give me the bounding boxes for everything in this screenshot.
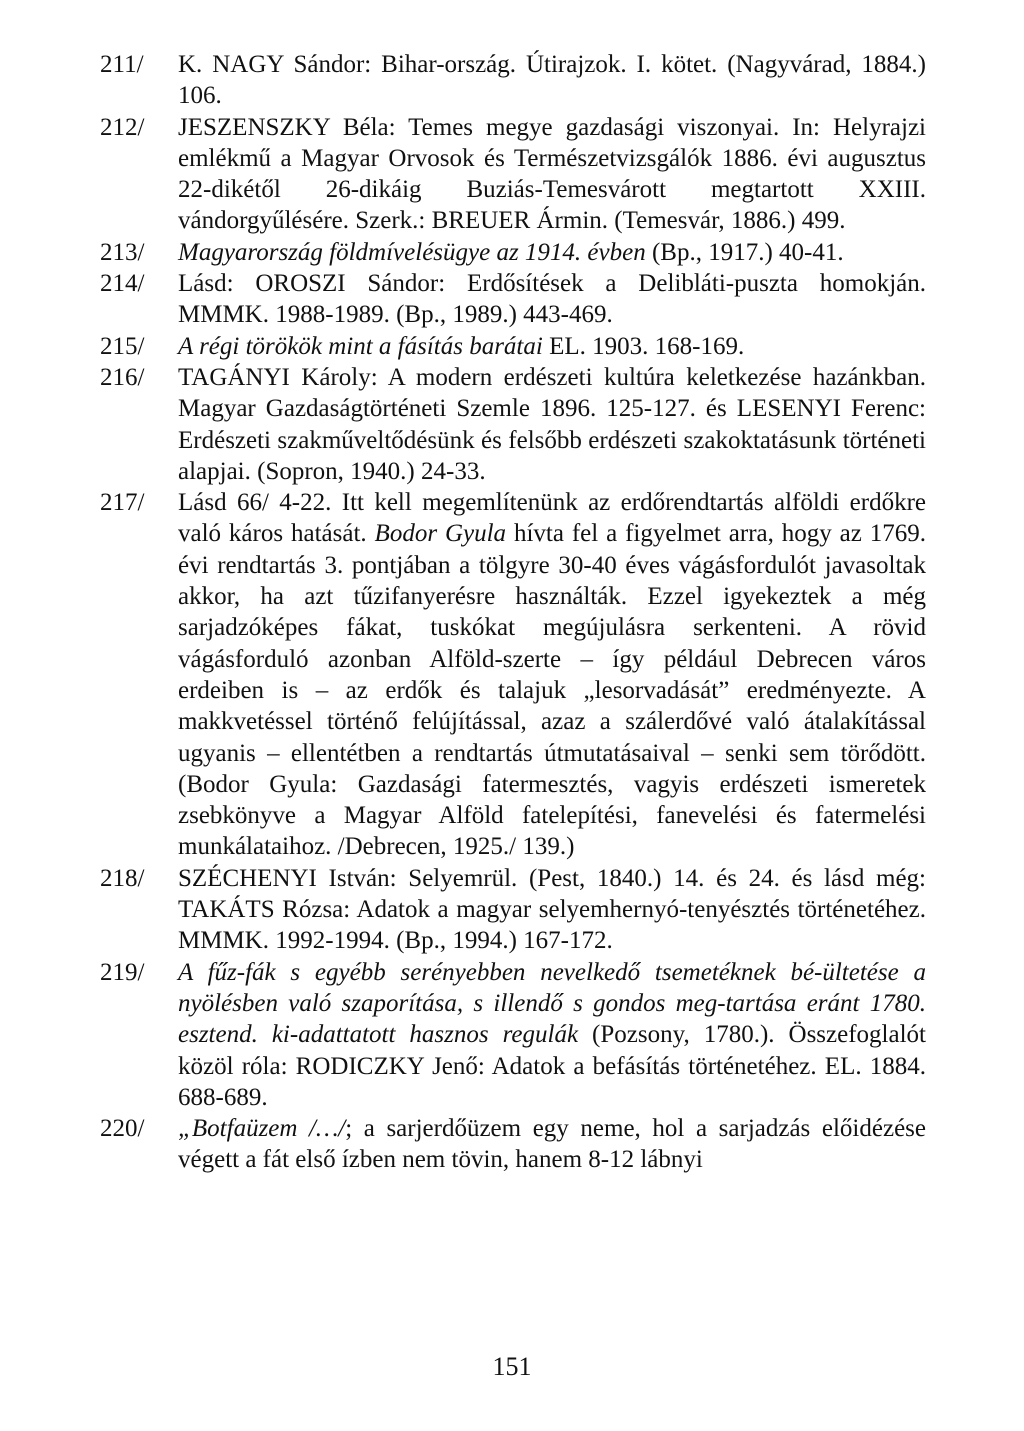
- text-run: Lásd: OROSZI Sándor: Erdősítések a Delibláti-puszta homokján. MMMK. 1988-1989. (Bp., 1989.) 443-469.: [178, 270, 926, 329]
- text-run: EL. 1903. 168-169.: [542, 332, 745, 360]
- footnote: [100, 1113, 926, 1176]
- footnote-text: [178, 487, 926, 863]
- footnote-text: [178, 268, 926, 331]
- footnote-text: [178, 863, 926, 957]
- footnote-number: 211/: [100, 51, 144, 78]
- italic-title: Magyarország földmívelésügye az 1914. évben: [178, 238, 646, 266]
- footnote-text: [178, 112, 926, 237]
- footnote-number: 217/: [100, 489, 145, 517]
- footnote: [100, 362, 926, 487]
- text-run: Lásd 66/ 4-22. Itt kell megemlítenünk az erdőrendtartás alföldi erdőkre való káros hatását.: [178, 489, 926, 548]
- text-run: K. NAGY Sándor: Bihar-ország. Útirajzok. I. kötet. (Nagyvárad, 1884.) 106.: [178, 51, 926, 110]
- italic-title: A régi törökök mint a fásítás barátai: [178, 332, 543, 360]
- footnote-number: 218/: [100, 864, 145, 892]
- text-run: TAGÁNYI Károly: A modern erdészeti kultúra keletkezése hazánkban. Magyar Gazdaságtörténeti Szemle 1896. 125-127. és LESENYI Ferenc: Erdészeti szakműveltődésünk és felsőbb erdészeti szakoktatásunk történeti alapjai. (Sopron, 1940.) 24-33.: [178, 363, 926, 485]
- footnote: [100, 112, 926, 237]
- text-run: (Pozsony, 1780.). Összefoglalót közöl róla: RODICZKY Jenő: Adatok a befásítás történetéhez. EL. 1884. 688-689.: [178, 1021, 926, 1111]
- footnote: [100, 863, 926, 957]
- text-run: JESZENSZKY Béla: Temes megye gazdasági viszonyai. In: Helyrajzi emlékmű a Magyar Orvosok és Természetvizsgálók 1886. évi augusztus 22-dikétől 26-dikáig Buziás-Temesvárott megtartott XXIII. vándorgyűlésére. Szerk.: BREUER Ármin. (Temesvár, 1886.) 499.: [178, 113, 926, 235]
- footnote-list: [100, 49, 926, 1176]
- footnote-number: 219/: [100, 958, 145, 986]
- footnote-text: [178, 1113, 926, 1176]
- text-run: (Bp., 1917.) 40-41.: [645, 238, 844, 266]
- text-run: SZÉCHENYI István: Selyemrül. (Pest, 1840.) 14. és 24. és lásd még: TAKÁTS Rózsa: Adatok a magyar selyemhernyó-tenyésztés történetéhez. MMMK. 1992-1994. (Bp., 1994.) 167-172.: [178, 864, 926, 955]
- text-run: hívta fel a figyelmet arra, hogy az 1769. évi rendtartás 3. pontjában a tölgyre 30-40 éves vágásfordulót javasoltak akkor, ha azt tűzifanyerésre használták. Ezzel igyekeztek a még sarjadzóképes fákat, tuskókat megújulásra serkenteni. A rövid vágásforduló azonban Alföld-szerte – így például Debrecen város erdeiben is – az erdők és talajuk „lesorvadását” eredményezte. A makkvetéssel történő felújítással, azaz a szálerdővé való átalakítással ugyanis – ellentétben a rendtartás útmutatásaival – senki sem törődött. (Bodor Gyula: Gazdasági fatermesztés, vagyis erdészeti ismeretek zsebkönyve a Magyar Alföld fatelepítési, fanevelési és fatermelési munkálataihoz. /Debrecen, 1925./ 139.): [178, 520, 926, 861]
- italic-title: „Botfaüzem /…/: [178, 1115, 346, 1143]
- footnote-number: 216/: [100, 363, 145, 391]
- footnote-number: 215/: [100, 332, 145, 360]
- footnote-number: 220/: [100, 1115, 145, 1143]
- italic-name: Bodor Gyula: [374, 520, 507, 548]
- footnote-number: 213/: [100, 238, 145, 266]
- page-number: 151: [492, 1352, 532, 1381]
- footnote-number: 214/: [100, 270, 145, 298]
- footnote: [100, 268, 926, 331]
- footnote: [100, 957, 926, 1113]
- footnote: [100, 331, 926, 362]
- footnote-text: [178, 331, 926, 362]
- italic-title: A fűz-fák s egyébb serényebben nevelkedő tsemetéknek bé-ültetése a nyölésben való szaporítása, s illendő s gondos meg-tartása eránt 1780. esztend. ki-adattatott hasznos regulák: [178, 958, 926, 1049]
- footnote: [100, 49, 926, 112]
- footnote-text: [178, 957, 926, 1113]
- footnote: [100, 487, 926, 863]
- footnote-text: [178, 362, 926, 487]
- footnote-number: 212/: [100, 113, 145, 141]
- footnote: [100, 237, 926, 268]
- text-run: ; a sarjerdőüzem egy neme, hol a sarjadzás előidézése végett a fát első ízben nem tövin, hanem 8-12 lábnyi: [178, 1115, 926, 1174]
- footnote-text: [178, 237, 926, 268]
- footnote-text: [178, 49, 926, 112]
